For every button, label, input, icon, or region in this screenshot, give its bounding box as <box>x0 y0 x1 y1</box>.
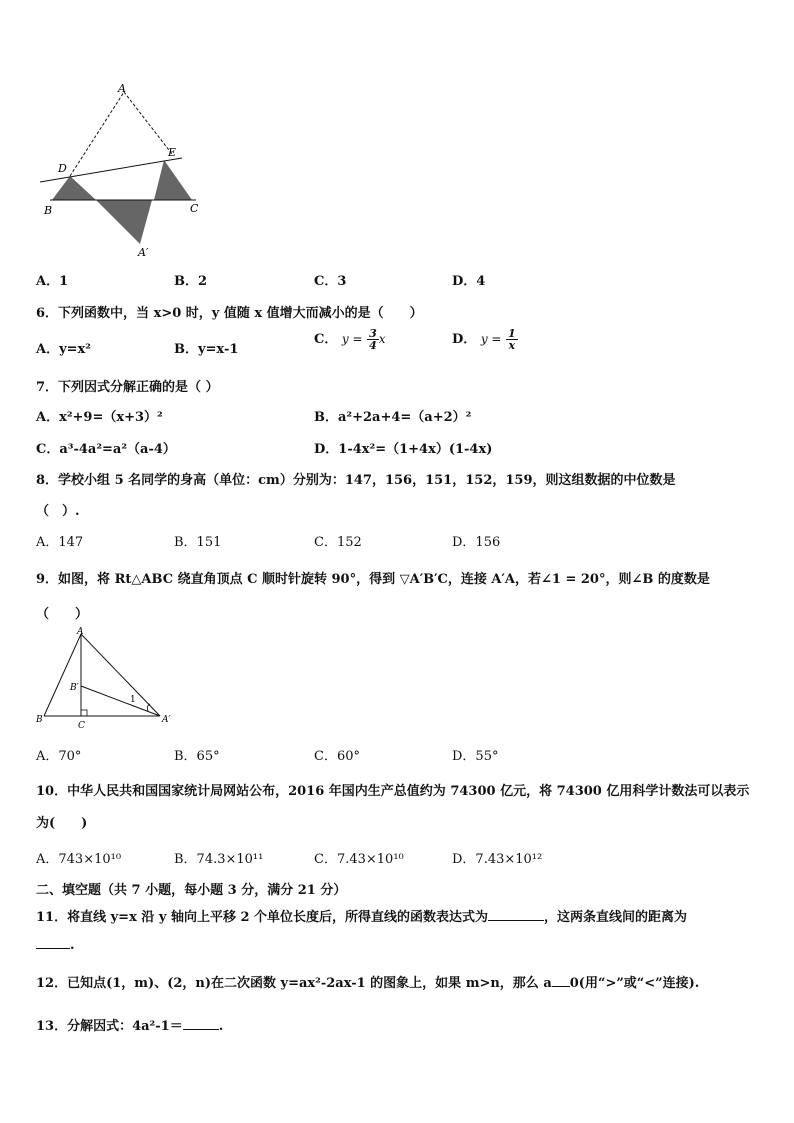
q7-stem: 7．下列因式分解正确的是（ ） <box>36 380 219 395</box>
shaded-right-triangle <box>154 160 192 200</box>
q6-option-c-x: x <box>378 332 386 346</box>
label-A-prime: A′ <box>162 715 171 725</box>
q6-option-d-prefix: D． <box>452 332 477 347</box>
q10-option-b[interactable]: B．74.3×10¹¹ <box>174 852 264 867</box>
q11-answer-blank-1[interactable] <box>488 920 544 921</box>
q6-option-c-prefix: C． <box>314 332 338 347</box>
right-angle-mark <box>81 710 87 716</box>
q8-option-a[interactable]: A．147 <box>36 535 84 550</box>
q11-stem-mid: ，这两条直线间的距离为 <box>544 910 688 925</box>
label-B: B <box>36 715 43 725</box>
q5-option-d[interactable]: D．4 <box>452 274 486 289</box>
q8-option-d[interactable]: D．156 <box>452 535 501 550</box>
triangle-fold-figure <box>36 80 206 258</box>
q5-option-a[interactable]: A．1 <box>36 274 69 289</box>
q11-answer-blank-2[interactable] <box>36 948 70 949</box>
q13-answer-blank[interactable] <box>183 1029 219 1030</box>
q12-stem-b: 0(用“>”或“<”连接). <box>569 976 700 991</box>
section-title: 二、填空题（共 7 小题，每小题 3 分，满分 21 分） <box>36 883 347 898</box>
q6-option-a[interactable]: A．y=x² <box>36 342 91 357</box>
label-C: C <box>190 202 199 215</box>
q11-stem-line2 <box>36 938 75 953</box>
q11-stem-text: 11．将直线 y=x 沿 y 轴向上平移 2 个单位长度后，所得直线的函数表达式为 <box>36 910 489 925</box>
q10-option-a[interactable]: A．743×10¹⁰ <box>36 852 122 867</box>
q7-option-d[interactable]: D．1-4x²=（1+4x）(1-4x) <box>314 442 493 457</box>
q6-option-c-y: y = <box>341 332 363 346</box>
q6-option-d[interactable] <box>452 328 518 351</box>
q12-stem-a: 12．已知点(1，m)、(2，n)在二次函数 y=ax²-2ax-1 的图象上，如果 m>n，那么 a <box>36 976 552 991</box>
q13-stem-a: 13．分解因式：4a²-1＝ <box>36 1019 183 1034</box>
q6-option-c-fraction <box>367 328 379 351</box>
label-E: E <box>168 146 177 159</box>
label-A: A <box>77 627 84 637</box>
rotated-triangle-figure <box>34 626 180 732</box>
q9-option-d[interactable]: D．55° <box>452 749 499 764</box>
q7-option-a[interactable]: A．x²+9=（x+3）² <box>36 410 163 425</box>
q6-option-d-fraction <box>506 328 518 351</box>
fraction-denominator: 4 <box>369 339 377 352</box>
q6-option-d-y: y = <box>480 332 502 346</box>
fraction-numerator: 3 <box>369 327 377 340</box>
label-angle-1: 1 <box>130 695 136 705</box>
shaded-left-triangle <box>52 176 96 200</box>
shaded-middle-region <box>96 200 152 244</box>
q9-option-a[interactable]: A．70° <box>36 749 82 764</box>
q10-stem-line2: 为( ) <box>36 816 88 831</box>
fraction-numerator: 1 <box>508 327 516 340</box>
q5-option-c[interactable]: C．3 <box>314 274 347 289</box>
q6-option-b[interactable]: B．y=x-1 <box>174 342 239 357</box>
q10-option-d[interactable]: D．7.43×10¹² <box>452 852 543 867</box>
label-A: A <box>118 82 126 95</box>
label-C: C <box>78 721 85 731</box>
q5-option-b[interactable]: B．2 <box>174 274 208 289</box>
q10-option-c[interactable]: C．7.43×10¹⁰ <box>314 852 404 867</box>
q8-stem: 8．学校小组 5 名同学的身高（单位：cm）分别为：147，156，151，152，159，则这组数据的中位数是 <box>36 473 676 488</box>
q8-option-b[interactable]: B．151 <box>174 535 222 550</box>
q7-option-b[interactable]: B．a²+2a+4=（a+2）² <box>314 410 472 425</box>
q11-stem <box>36 906 687 925</box>
q9-option-b[interactable]: B．65° <box>174 749 220 764</box>
q7-option-c[interactable]: C．a³-4a²=a²（a-4） <box>36 442 176 457</box>
q9-stem-line2: （ ） <box>36 607 89 622</box>
fraction-denominator: x <box>508 339 516 352</box>
q8-option-c[interactable]: C．152 <box>314 535 362 550</box>
q13-stem-b: . <box>218 1019 224 1034</box>
q8-stem-line2: （ ）. <box>36 504 80 519</box>
q12-answer-blank[interactable] <box>552 986 570 987</box>
q12-stem <box>36 972 699 991</box>
label-A-prime: A′ <box>138 246 149 258</box>
q6-option-c[interactable] <box>314 328 386 351</box>
label-B: B <box>44 204 53 217</box>
label-D: D <box>58 162 67 175</box>
q11-stem-end: . <box>70 938 75 953</box>
label-B-prime: B′ <box>70 683 79 693</box>
q6-stem: 6．下列函数中，当 x>0 时，y 值随 x 值增大而减小的是（ ） <box>36 306 423 321</box>
q13-stem <box>36 1015 223 1034</box>
q9-stem: 9．如图，将 Rt△ABC 绕直角顶点 C 顺时针旋转 90°，得到 ▽A′B′C，连接 A′A，若∠1 = 20°，则∠B 的度数是 <box>36 572 710 587</box>
q10-stem: 10．中华人民共和国国家统计局网站公布，2016 年国内生产总值约为 74300 亿元，将 74300 亿用科学计数法可以表示 <box>36 784 750 799</box>
q9-option-c[interactable]: C．60° <box>314 749 360 764</box>
